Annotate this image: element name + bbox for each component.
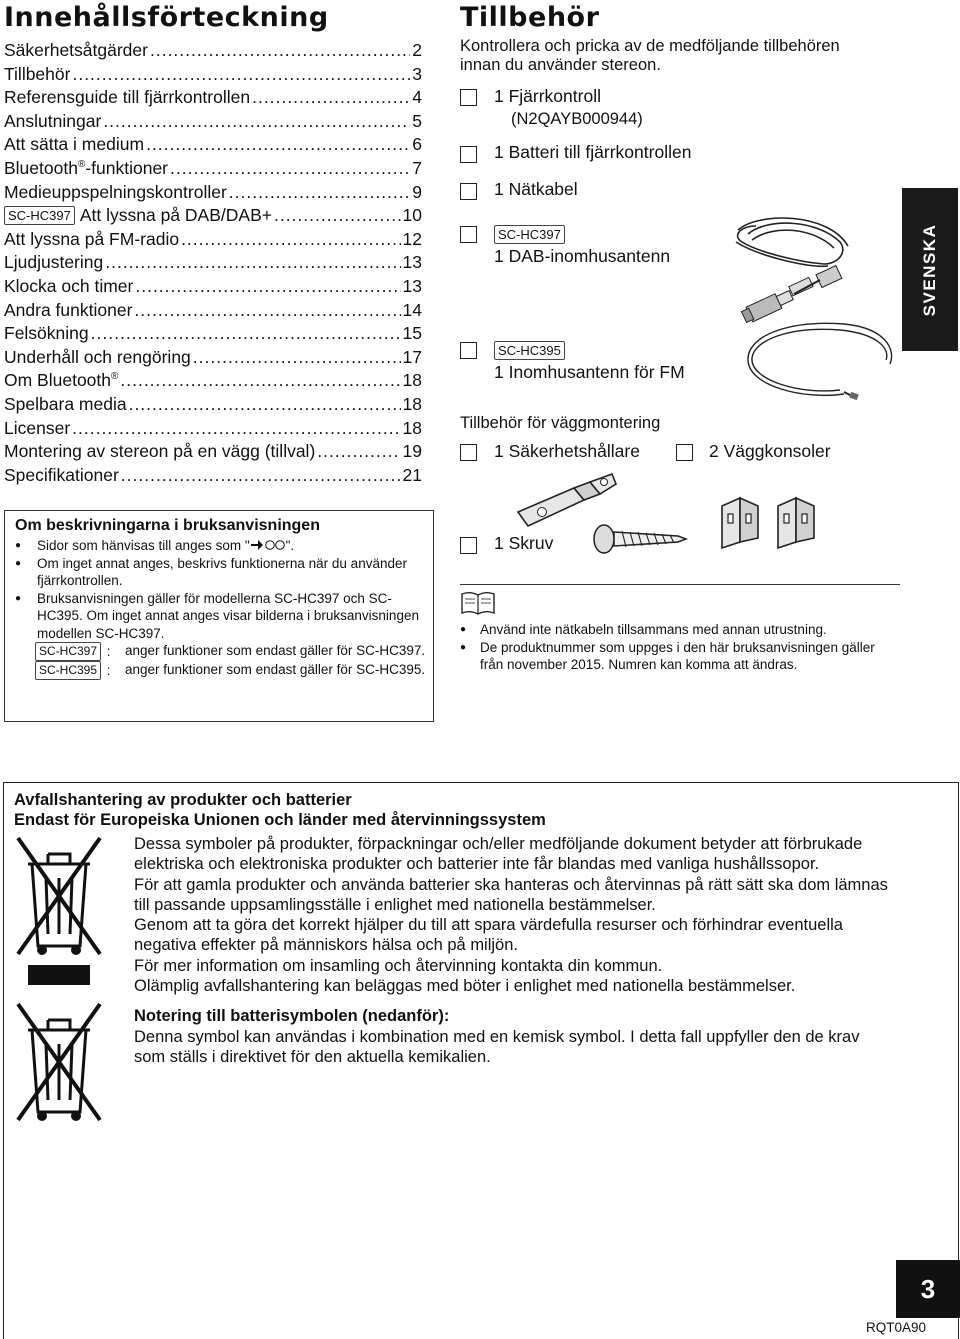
toc-item-label: Spelbara media [4,393,127,414]
checkbox-safety-holder[interactable] [460,444,477,461]
checkbox-wall-brackets[interactable] [676,444,693,461]
toc-item-label: Tillbehör [4,63,71,84]
toc-page-number: 13 [402,252,422,273]
page-number: 3 [896,1260,960,1318]
note-box [4,510,434,722]
remote-code: (N2QAYB000944) [511,110,643,128]
toc-leader-dots [134,300,400,321]
toc-leader-dots [274,205,401,226]
toc-item-label: Att lyssna på DAB/DAB+ [79,205,272,226]
wall-brackets-illustration [716,486,836,552]
fm-antenna-label: 1 Inomhusantenn för FM [494,362,685,382]
note-item [15,590,433,643]
toc-leader-dots [150,40,410,61]
toc-page-number: 17 [402,346,422,367]
checkbox-battery[interactable] [460,146,477,163]
wall-mount-title: Tillbehör för väggmontering [460,414,661,432]
toc-page-number: 18 [402,417,422,438]
registered-mark: ® [111,371,119,383]
screw-illustration [586,514,690,564]
accessories-intro: Kontrollera och pricka av de medföljande tillbehören innan du använder stereon. [460,37,840,74]
toc-item[interactable] [4,40,422,64]
toc-page-number: 3 [412,63,422,84]
toc-item-label: Bluetooth [4,157,78,178]
toc-leader-dots [252,87,410,108]
bullet-icon: ● [15,540,22,551]
note-text: De produktnummer som uppges i den här bruksanvisningen gäller från november 2015. Numren kan komma att ändras. [480,639,875,672]
toc-leader-dots [181,229,400,250]
model-tag: SC-HC395 [494,341,565,360]
language-tab-label: SVENSKA [920,223,939,316]
toc-list [4,40,422,488]
toc-item-label: Andra funktioner [4,299,133,320]
toc-item[interactable] [4,111,422,135]
disposal-paragraph: För mer information om insamling och återvinning kontakta din kommun. [134,956,663,975]
battery-label: 1 Batteri till fjärrkontrollen [494,142,692,162]
bullet-icon: ● [15,592,22,604]
book-note-icon [460,590,496,616]
safety-holder-label: 1 Säkerhetshållare [494,441,640,461]
toc-page-number: 13 [402,275,422,296]
bullet-icon: ● [460,641,467,653]
toc-page-number: 9 [412,181,422,202]
toc-leader-dots [72,418,400,439]
note-text: Bruksanvisningen gäller för modellerna SC-HC397 och SC-HC395. Om inget annat anges visar bilderna i bruksanvisningen modellen SC-HC397. [37,590,419,641]
dab-antenna-label: 1 DAB-inomhusantenn [494,246,671,266]
toc-page-number: 4 [412,87,422,108]
toc-item[interactable] [4,158,422,182]
disposal-paragraph: För att gamla produkter och använda batterier ska hanteras och återvinnas på rätt sätt ska dom lämnas till passande uppsamlingsställe i enlighet med nationella bestämmelser. [134,875,888,914]
toc-item[interactable] [4,300,422,324]
remote-label: 1 Fjärrkontroll [494,86,601,106]
toc-page-number: 14 [402,299,422,320]
model-tag: SC-HC395 [35,661,101,680]
model-tag: SC-HC397 [4,206,75,225]
note-item [15,537,433,555]
fm-antenna-illustration [740,300,900,412]
toc-item[interactable] [4,182,422,206]
toc-page-number: 2 [412,40,422,60]
toc-page-number: 7 [412,157,422,178]
toc-page-number: 18 [402,370,422,391]
crossed-bin-battery-icon [14,1000,104,1124]
toc-leader-dots [103,111,410,132]
battery-note-title: Notering till batterisymbolen (nedanför): [134,1007,450,1026]
note-item [15,555,433,590]
toc-item[interactable] [4,394,422,418]
toc-item-label: Specifikationer [4,464,119,485]
toc-page-number: 5 [412,110,422,131]
product-bar-icon [28,965,90,985]
toc-page-number: 15 [402,323,422,344]
toc-item-label: Klocka och timer [4,275,134,296]
note-ref-prefix: Sidor som hänvisas till anges som " [37,538,250,553]
language-tab[interactable] [902,188,958,351]
checkbox-cable[interactable] [460,183,477,200]
toc-item-label: Montering av stereon på en vägg (tillval) [4,441,316,462]
toc-leader-dots [72,64,410,85]
toc-item-label: Att lyssna på FM-radio [4,228,180,249]
toc-item[interactable] [4,205,422,229]
toc-item-label: Att sätta i medium [4,134,145,155]
checkbox-fm-antenna[interactable] [460,342,477,359]
toc-leader-dots [120,370,400,391]
model-tag: SC-HC397 [494,225,565,244]
toc-leader-dots [317,441,400,462]
toc-item[interactable] [4,229,422,253]
disposal-paragraph: Genom att ta göra det korrekt hjälper du till att spara värdefulla resurser och förhindrar eventuella negativa effekter på människors hälsa och på miljön. [134,916,843,955]
toc-item[interactable] [4,418,422,442]
model-legend-text: anger funktioner som endast gäller för SC-HC395. [125,662,426,677]
toc-leader-dots [135,276,400,297]
arrow-ref-icon [250,538,286,553]
disposal-subtitle: Endast för Europeiska Unionen och länder med återvinningssystem [14,811,546,829]
checkbox-dab-antenna[interactable] [460,226,477,243]
toc-item-label: Ljudjustering [4,252,104,273]
crossed-bin-icon [14,834,104,958]
toc-item[interactable] [4,347,422,371]
note-text: Om inget annat anges, beskrivs funktionerna när du använder fjärrkontrollen. [37,555,407,588]
toc-leader-dots [129,394,401,415]
cable-label: 1 Nätkabel [494,179,578,199]
toc-leader-dots [170,158,410,179]
note-text: Använd inte nätkabeln tillsammans med annan utrustning. [480,622,827,637]
toc-item-label: Felsökning [4,323,89,344]
toc-page-number: 18 [402,393,422,414]
toc-item[interactable] [4,465,422,489]
toc-page-number: 21 [402,464,422,485]
screw-label: 1 Skruv [494,533,554,553]
note-ref-suffix: ". [285,538,295,553]
bullet-icon: ● [15,557,22,569]
note-item [460,639,900,674]
toc-item-label: Underhåll och rengöring [4,346,191,367]
toc-item[interactable] [4,370,422,394]
toc-leader-dots [105,252,400,273]
note-item [460,621,900,639]
toc-item[interactable] [4,276,422,300]
model-legend-row: SC-HC397 : anger funktioner som endast gäller för SC-HC397. [35,642,433,661]
divider [460,584,900,585]
toc-item[interactable] [4,323,422,347]
toc-item-label: Referensguide till fjärrkontrollen [4,87,251,108]
toc-leader-dots [91,323,401,344]
accessories-title: Tillbehör [460,2,600,33]
disposal-text [134,834,890,1067]
toc-item[interactable] [4,87,422,111]
model-legend-text: anger funktioner som endast gäller för SC-HC397. [125,643,426,658]
battery-note-text: Denna symbol kan användas i kombination med en kemisk symbol. I detta fall uppfyller den de krav som ställs i direktivet för den aktuella kemikalien. [134,1027,860,1066]
toc-item[interactable] [4,252,422,276]
toc-item-label: Om Bluetooth [4,370,111,391]
toc-item[interactable] [4,441,422,465]
checkbox-remote[interactable] [460,89,477,106]
toc-page-number: 6 [412,134,422,155]
checkbox-screw[interactable] [460,537,477,554]
note-title: Om beskrivningarna i bruksanvisningen [15,517,320,534]
toc-leader-dots [146,134,410,155]
disposal-paragraph: Dessa symboler på produkter, förpackningar och/eller medföljande dokument betyder att förbrukade elektriska och elektroniska produkter och batterier inte får blandas med vanliga hushållssopor. [134,835,863,874]
toc-item-label: Säkerhetsåtgärder [4,40,148,60]
disposal-paragraph: Olämplig avfallshantering kan beläggas med böter i enlighet med nationella bestämmelser. [134,977,796,996]
toc-page-number: 12 [402,228,422,249]
toc-item[interactable] [4,64,422,88]
toc-page-number: 10 [402,205,422,226]
disposal-titles [14,790,944,830]
accessory-notes [460,621,900,674]
registered-mark: ® [77,158,86,170]
toc-item-label: Medieuppspelningskontroller [4,181,227,202]
document-code: RQT0A90 [866,1320,927,1335]
toc-leader-dots [193,347,401,368]
toc-item-label: Licenser [4,417,71,438]
model-tag: SC-HC397 [35,642,101,661]
toc-item-label: Anslutningar [4,110,102,131]
disposal-title: Avfallshantering av produkter och batterier [14,791,352,809]
toc-page-number: 19 [402,441,422,462]
toc-item[interactable] [4,134,422,158]
toc-item-suffix: -funktioner [85,157,169,178]
toc-leader-dots [229,182,410,203]
bullet-icon: ● [460,624,467,635]
wall-brackets-label: 2 Väggkonsoler [709,441,831,461]
toc-title: Innehållsförteckning [4,2,329,33]
toc-leader-dots [121,465,401,486]
model-legend-row: SC-HC395 : anger funktioner som endast gäller för SC-HC395. [35,661,433,680]
